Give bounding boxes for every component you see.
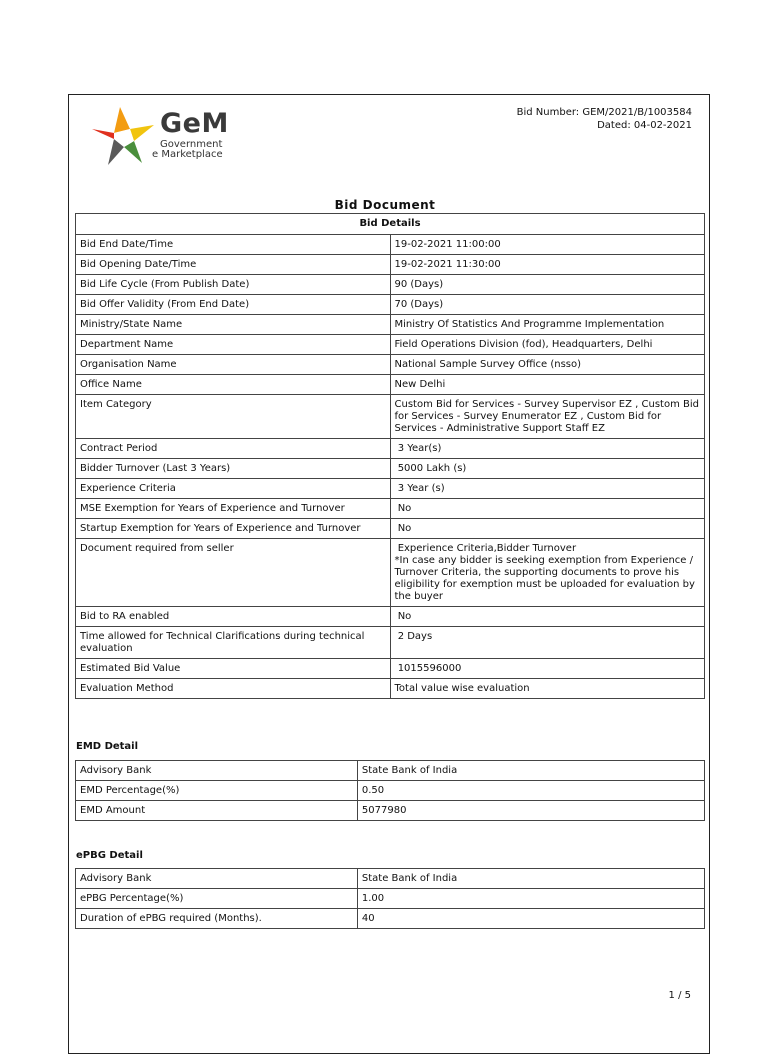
bid-detail-row [76,235,705,255]
bid-detail-label: Organisation Name [76,355,391,375]
bid-detail-row [76,255,705,275]
emd-detail-value: 5077980 [357,801,704,821]
epbg-detail-table [75,868,705,929]
bid-detail-value: 3 Year(s) [390,439,705,459]
bid-detail-row [76,519,705,539]
logo-star-arm-right [130,125,154,141]
emd-detail-value: 0.50 [357,781,704,801]
bid-detail-row [76,315,705,335]
bid-detail-row [76,627,705,659]
bid-number: Bid Number: GEM/2021/B/1003584 [516,107,692,118]
logo-subtitle-government: Government [160,139,223,150]
bid-detail-value: 90 (Days) [390,275,705,295]
logo-subtitle-marketplace: e Marketplace [152,149,223,160]
bid-detail-label: Bid Opening Date/Time [76,255,391,275]
bid-detail-row [76,459,705,479]
bid-detail-row [76,275,705,295]
emd-detail-row [76,801,705,821]
bid-detail-value: National Sample Survey Office (nsso) [390,355,705,375]
epbg-detail-value: 40 [357,909,704,929]
logo-star-arm-top [114,107,130,133]
bid-detail-value: 3 Year (s) [390,479,705,499]
bid-detail-value: 1015596000 [390,659,705,679]
bid-detail-row [76,607,705,627]
bid-detail-value: No [390,519,705,539]
bid-detail-label: Office Name [76,375,391,395]
bid-detail-value: Custom Bid for Services - Survey Supervisor EZ , Custom Bid for Services - Survey Enumerator EZ , Custom Bid for Services - Administrative Support Staff EZ [390,395,705,439]
bid-detail-value: 19-02-2021 11:00:00 [390,235,705,255]
epbg-detail-row [76,869,705,889]
epbg-detail-row [76,889,705,909]
emd-detail-value: State Bank of India [357,761,704,781]
bid-detail-row [76,539,705,607]
bid-detail-value: 70 (Days) [390,295,705,315]
bid-detail-value: 2 Days [390,627,705,659]
bid-detail-value: New Delhi [390,375,705,395]
bid-detail-label: Department Name [76,335,391,355]
bid-detail-label: Contract Period [76,439,391,459]
document-title: Bid Document [334,198,436,212]
epbg-detail-value: 1.00 [357,889,704,909]
bid-detail-label: Time allowed for Technical Clarifications during technical evaluation [76,627,391,659]
bid-detail-row [76,375,705,395]
epbg-detail-value: State Bank of India [357,869,704,889]
bid-detail-value: No [390,607,705,627]
bid-details-heading: Bid Details [76,214,705,235]
bid-details-table [75,213,705,699]
logo-star-arm-left [92,129,114,139]
emd-detail-row [76,761,705,781]
epbg-detail-label: Duration of ePBG required (Months). [76,909,358,929]
bid-detail-value: Ministry Of Statistics And Programme Implementation [390,315,705,335]
emd-detail-label: Advisory Bank [76,761,358,781]
epbg-detail-label: ePBG Percentage(%) [76,889,358,909]
bid-meta [517,106,692,132]
epbg-detail-row [76,909,705,929]
emd-detail-label: EMD Percentage(%) [76,781,358,801]
emd-detail-table [75,760,705,821]
bid-detail-row [76,439,705,459]
bid-detail-label: Ministry/State Name [76,315,391,335]
epbg-detail-label: Advisory Bank [76,869,358,889]
bid-detail-label: Bid End Date/Time [76,235,391,255]
bid-detail-value: No [390,499,705,519]
bid-detail-value: 5000 Lakh (s) [390,459,705,479]
bid-detail-label: Bidder Turnover (Last 3 Years) [76,459,391,479]
bid-detail-label: Bid Offer Validity (From End Date) [76,295,391,315]
bid-detail-label: Estimated Bid Value [76,659,391,679]
bid-detail-label: Bid to RA enabled [76,607,391,627]
bid-detail-row [76,335,705,355]
bid-detail-label: MSE Exemption for Years of Experience and Turnover [76,499,391,519]
bid-details-heading-row [76,214,705,235]
bid-detail-label: Experience Criteria [76,479,391,499]
logo-wordmark: GeM [160,108,229,139]
bid-detail-row [76,479,705,499]
bid-detail-value: Total value wise evaluation [390,679,705,699]
bid-detail-value: Field Operations Division (fod), Headquarters, Delhi [390,335,705,355]
emd-detail-label: EMD Amount [76,801,358,821]
bid-detail-label: Bid Life Cycle (From Publish Date) [76,275,391,295]
bid-detail-row [76,295,705,315]
bid-detail-label: Item Category [76,395,391,439]
bid-date: Dated: 04-02-2021 [597,120,692,131]
emd-detail-row [76,781,705,801]
epbg-detail-heading: ePBG Detail [76,850,143,861]
emd-detail-heading: EMD Detail [76,741,139,752]
bid-detail-value: Experience Criteria,Bidder Turnover *In case any bidder is seeking exemption from Experience / Turnover Criteria, the supporting documents to prove his eligibility for exemption must be uploaded for evaluation by the buyer [390,539,705,607]
bid-detail-row [76,499,705,519]
bid-detail-row [76,395,705,439]
bid-detail-label: Startup Exemption for Years of Experience and Turnover [76,519,391,539]
bid-detail-label: Document required from seller [76,539,391,607]
bid-detail-row [76,659,705,679]
bid-detail-row [76,679,705,699]
bid-detail-value: 19-02-2021 11:30:00 [390,255,705,275]
bid-detail-label: Evaluation Method [76,679,391,699]
bid-detail-row [76,355,705,375]
page-indicator: 1 / 5 [668,990,691,1001]
